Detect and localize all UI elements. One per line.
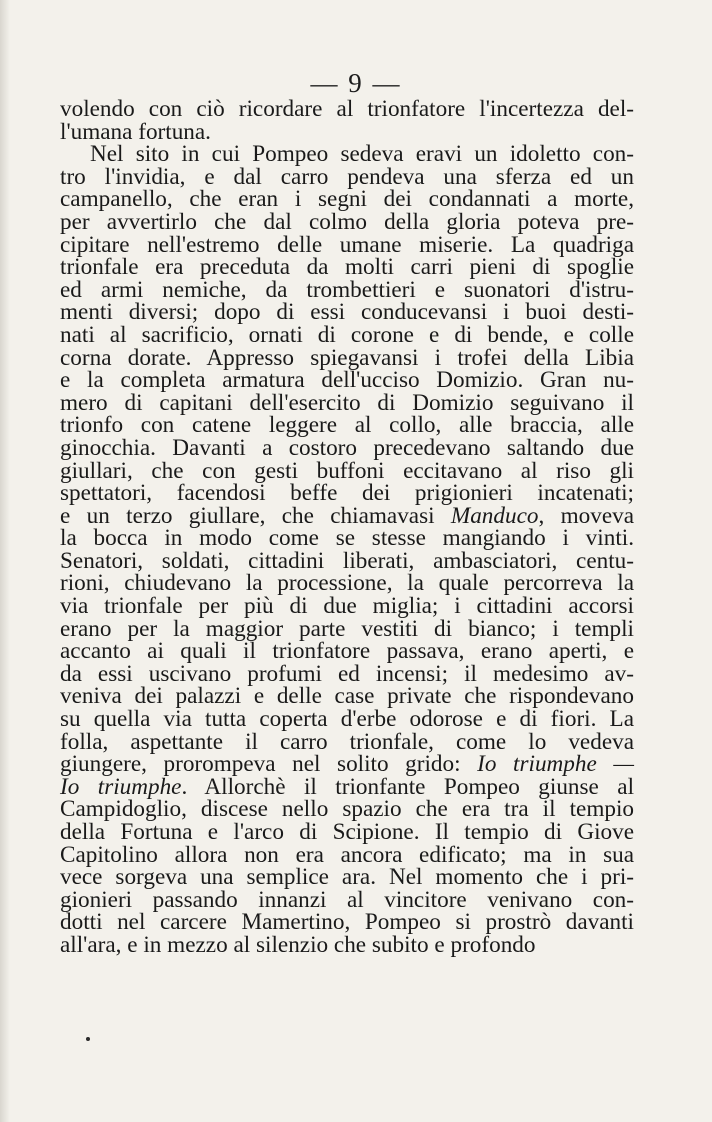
page-spine-shadow xyxy=(0,0,10,1122)
text-line xyxy=(60,886,634,913)
text-segment: spettatori, facendosi beffe dei prigionieri incatenati; xyxy=(60,480,634,507)
text-line xyxy=(60,389,634,416)
body-text xyxy=(60,98,634,957)
text-segment: nati al sacrificio, ornati di corone e di bende, e colle xyxy=(60,321,634,348)
text-line xyxy=(60,708,634,731)
text-line xyxy=(60,457,634,484)
text-segment: mero di capitani dell'esercito di Domizio seguivano il xyxy=(60,389,634,416)
text-segment: rioni, chiudevano la processione, la quale percorreva la xyxy=(60,570,634,597)
text-line xyxy=(60,98,634,121)
text-line xyxy=(60,773,635,800)
text-segment: gionieri passando innanzi al vincitore venivano con- xyxy=(60,886,634,913)
text-segment: trionfale era preceduta da molti carri pieni di spoglie xyxy=(60,254,634,281)
text-segment: vece sorgeva una semplice ara. Nel momento che i pri- xyxy=(60,864,634,891)
text-segment: Capitolino allora non era ancora edificato; ma in sua xyxy=(60,841,634,868)
text-line xyxy=(60,301,634,324)
text-segment: ed armi nemiche, da trombettieri e suonatori d'istru- xyxy=(60,276,634,303)
text-line xyxy=(60,369,634,392)
text-line xyxy=(60,572,634,595)
text-line xyxy=(60,208,634,235)
text-segment: per avvertirlo che dal colmo della gloria poteva pre- xyxy=(60,208,634,235)
text-segment: giullari, che con gesti buffoni eccitavano al riso gli xyxy=(60,457,634,484)
text-line xyxy=(60,414,634,437)
text-line xyxy=(60,911,634,934)
text-line xyxy=(60,527,634,550)
text-line xyxy=(60,344,634,371)
text-line xyxy=(60,660,634,687)
text-segment: trionfo con catene leggere al collo, alle braccia, alle xyxy=(60,412,634,439)
text-segment: menti diversi; dopo di essi conducevansi i buoi desti- xyxy=(60,299,634,326)
ink-speck xyxy=(86,1037,90,1041)
text-segment: , moveva xyxy=(538,502,634,529)
text-segment: da essi uscivano profumi ed incensi; il medesimo av- xyxy=(60,660,634,687)
text-line xyxy=(60,931,634,958)
text-segment: via trionfale per più di due miglia; i cittadini accorsi xyxy=(60,593,634,620)
text-segment: campanello, che eran i segni dei condannati a morte, xyxy=(60,186,634,213)
text-segment: dotti nel carcere Mamertino, Pompeo si prostrò davanti xyxy=(60,909,634,936)
text-line xyxy=(60,547,634,574)
text-line xyxy=(60,841,634,868)
text-line xyxy=(60,685,634,708)
text-segment: Senatori, soldati, cittadini liberati, ambasciatori, centu- xyxy=(60,547,634,574)
text-line xyxy=(60,821,634,844)
text-segment: ginocchia. Davanti a costoro precedevano saltando due xyxy=(60,434,634,461)
text-segment: tro l'invidia, e dal carro pendeva una sferza ed un xyxy=(60,163,634,190)
text-segment: . Allorchè il trionfante Pompeo giunse al xyxy=(181,773,635,800)
text-segment: volendo con ciò ricordare al trionfatore l'incertezza del- xyxy=(60,96,634,122)
text-line xyxy=(60,188,634,211)
page-number: — 9 — xyxy=(310,68,402,98)
text-segment: e un terzo giullare, che chiamavasi xyxy=(60,502,451,529)
italic-text: Manduco xyxy=(450,502,539,529)
text-line xyxy=(60,276,634,303)
text-line xyxy=(60,640,634,663)
text-line xyxy=(60,434,634,461)
text-segment: la bocca in modo come se stesse mangiando i vinti. xyxy=(60,525,634,552)
text-line xyxy=(60,163,634,190)
text-segment: Nel sito in cui Pompeo sedeva eravi un idoletto con- xyxy=(90,141,634,168)
text-segment: erano per la maggior parte vestiti di bianco; i templi xyxy=(60,615,634,642)
text-line xyxy=(60,502,634,529)
italic-text: Io triumphe — xyxy=(477,751,634,778)
text-line xyxy=(60,615,634,642)
text-line xyxy=(60,595,634,618)
text-line xyxy=(60,231,634,258)
text-segment: Campidoglio, discese nello spazio che era tra il tempio xyxy=(60,796,634,823)
text-segment: all'ara, e in mezzo al silenzio che subito e profondo xyxy=(60,931,536,958)
text-segment: l'umana fortuna. xyxy=(60,118,211,145)
italic-text: Io triumphe xyxy=(60,773,182,800)
text-line xyxy=(60,753,634,776)
text-segment: accanto ai quali il trionfatore passava, erano aperti, e xyxy=(60,638,634,665)
text-line xyxy=(60,118,634,145)
text-line xyxy=(60,728,634,755)
text-line xyxy=(60,321,634,348)
text-line xyxy=(60,866,634,889)
text-segment: giungere, prorompeva nel solito grido: xyxy=(60,751,478,778)
text-line xyxy=(60,482,634,505)
text-line xyxy=(60,798,634,821)
text-line xyxy=(60,256,634,279)
text-line xyxy=(60,143,634,166)
text-segment: su quella via tutta coperta d'erbe odorose e di fiori. La xyxy=(60,706,634,733)
text-segment: e la completa armatura dell'ucciso Domizio. Gran nu- xyxy=(60,367,634,394)
text-segment: veniva dei palazzi e delle case private che rispondevano xyxy=(60,683,634,710)
text-segment: corna dorate. Appresso spiegavansi i trofei della Libia xyxy=(60,344,634,371)
text-segment: della Fortuna e l'arco di Scipione. Il tempio di Giove xyxy=(60,819,634,845)
text-segment: folla, aspettante il carro trionfale, come lo vedeva xyxy=(60,728,634,755)
text-segment: cipitare nell'estremo delle umane miserie. La quadriga xyxy=(60,231,634,258)
